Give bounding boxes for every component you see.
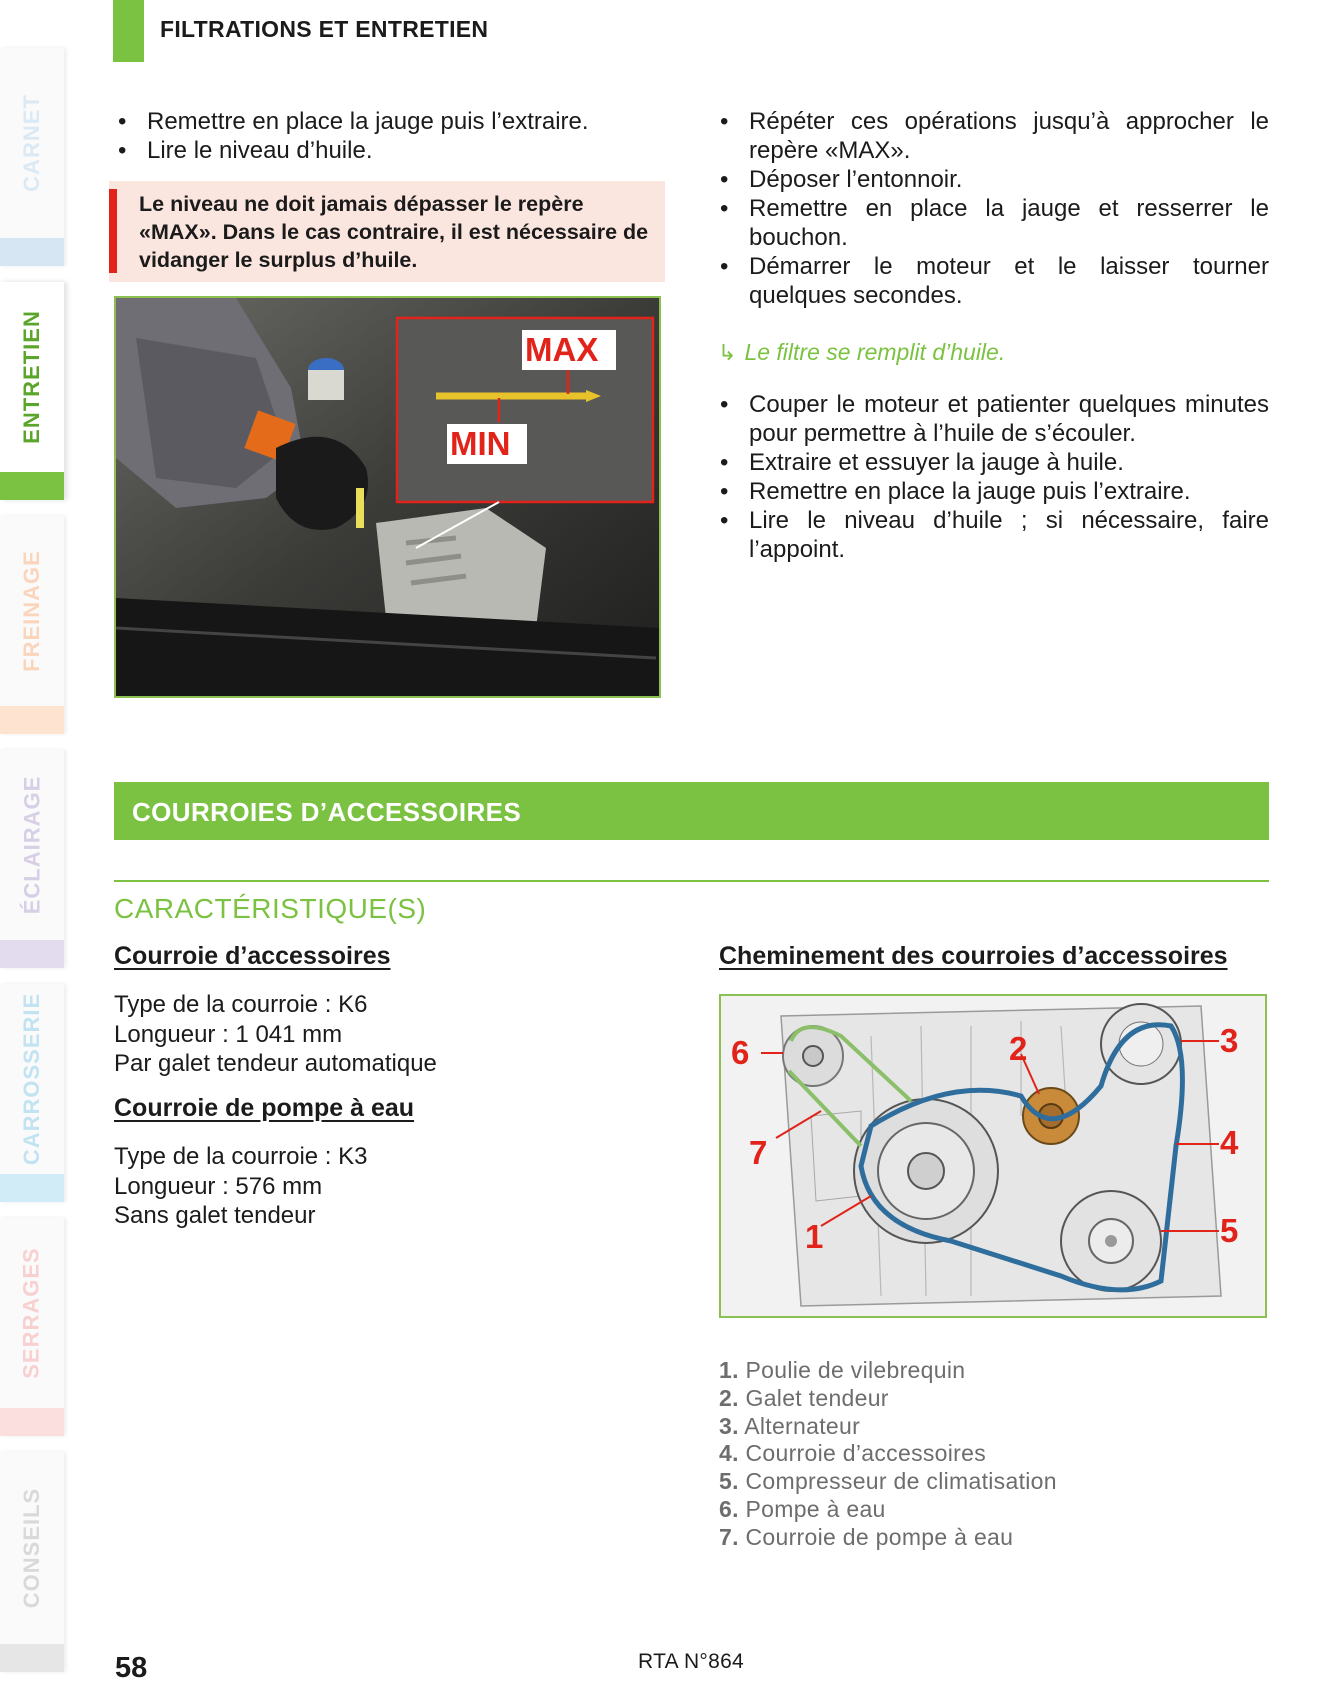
dipstick-photo [114, 296, 661, 698]
legend-text: Compresseur de climatisation [745, 1468, 1057, 1495]
side-tab-carrosserie[interactable] [0, 984, 64, 1202]
spec-line: Type de la courroie : K6 [114, 991, 368, 1018]
result-note-text: Le filtre se remplit d’huile. [744, 339, 1006, 365]
legend-item [719, 1357, 1057, 1385]
side-tab-color-bar [0, 238, 64, 266]
diagram-legend [719, 1357, 1057, 1552]
legend-number: 6. [719, 1495, 739, 1522]
list-item: • Remettre en place la jauge et resserrer le bouchon. [716, 194, 1269, 252]
legend-text: Galet tendeur [745, 1384, 889, 1411]
side-tab-label: SERRAGES [19, 1247, 45, 1379]
section-title: COURROIES D’ACCESSOIRES [132, 797, 522, 827]
side-tab-conseils[interactable] [0, 1452, 64, 1672]
list-item: • Remettre en place la jauge puis l’extraire. [114, 107, 674, 136]
divider [114, 880, 1269, 882]
legend-text: Poulie de vilebrequin [745, 1357, 966, 1383]
legend-item [719, 1496, 1057, 1524]
min-label: MIN [450, 425, 511, 462]
callout-3: 3 [1220, 1022, 1239, 1059]
legend-item [719, 1524, 1057, 1552]
legend-text: Alternateur [744, 1412, 861, 1439]
spec-line: Longueur : 576 mm [114, 1172, 323, 1200]
page-header-title: FILTRATIONS ET ENTRETIEN [160, 16, 489, 42]
warning-text: Le niveau ne doit jamais dépasser le repère «MAX». Dans le cas contraire, il est nécessaire de vidanger le surplus d’huile. [139, 192, 649, 272]
callout-7: 7 [749, 1134, 768, 1171]
side-tab-color-bar [0, 472, 64, 500]
legend-item [719, 1413, 1057, 1441]
belt2-title: Courroie de pompe à eau [114, 1094, 415, 1122]
list-item: • Déposer l’entonnoir. [716, 165, 1269, 194]
warning-accent-bar [109, 189, 117, 273]
legend-text: Courroie de pompe à eau [745, 1523, 1014, 1550]
side-tab-color-bar [0, 940, 64, 968]
side-tab-label: CARROSSERIE [19, 992, 45, 1166]
callout-5: 5 [1220, 1212, 1239, 1249]
list-item: • Lire le niveau d’huile ; si nécessaire, faire l’appoint. [716, 506, 1269, 564]
spec-line: Sans galet tendeur [114, 1202, 316, 1229]
side-tab-label: ENTRETIEN [19, 310, 44, 444]
side-tab-color-bar [0, 1644, 64, 1672]
belt2-specs [114, 1142, 367, 1231]
callout-2: 2 [1009, 1030, 1028, 1067]
belt1-title: Courroie d’accessoires [114, 942, 391, 970]
legend-number: 2. [719, 1384, 739, 1411]
side-tab-freinage[interactable] [0, 516, 64, 734]
belt-routing-diagram [719, 994, 1267, 1318]
side-tab-serrages[interactable] [0, 1218, 64, 1436]
list-item: • Extraire et essuyer la jauge à huile. [716, 448, 1269, 477]
list-item: • Remettre en place la jauge puis l’extraire. [716, 477, 1269, 506]
right-bullet-list [716, 107, 1269, 310]
max-label: MAX [525, 331, 599, 368]
belt-diagram-drawing [721, 996, 1265, 1316]
side-tab-entretien[interactable] [0, 282, 64, 500]
legend-number: 1. [719, 1357, 739, 1383]
legend-item [719, 1468, 1057, 1496]
side-tab-eclairage[interactable] [0, 750, 64, 968]
legend-text: Courroie d’accessoires [745, 1440, 987, 1467]
side-tab-label: CARNET [19, 94, 45, 192]
list-item: • Couper le moteur et patienter quelques minutes pour permettre à l’huile de s’écouler. [716, 390, 1269, 448]
side-tab-color-bar [0, 1408, 64, 1436]
side-tab-label: CONSEILS [19, 1487, 44, 1609]
spec-line: Par galet tendeur automatique [114, 1050, 437, 1077]
result-note [718, 339, 1005, 366]
left-bullet-list [114, 107, 674, 165]
publication-reference: RTA N°864 [638, 1650, 745, 1673]
side-tab-carnet[interactable] [0, 48, 64, 266]
legend-number: 5. [719, 1468, 739, 1495]
list-item: • Lire le niveau d’huile. [114, 136, 674, 165]
spec-line: Longueur : 1 041 mm [114, 1020, 343, 1048]
right-bullet-list-2 [716, 390, 1269, 564]
legend-number: 3. [719, 1412, 739, 1439]
header-accent-bar [113, 0, 144, 62]
section-header [114, 782, 1269, 840]
callout-1: 1 [805, 1218, 824, 1255]
list-item: • Répéter ces opérations jusqu’à approcher le repère «MAX». [716, 107, 1269, 165]
spec-line: Type de la courroie : K3 [114, 1143, 368, 1170]
list-item: • Démarrer le moteur et le laisser tourner quelques secondes. [716, 252, 1269, 310]
side-tab-label: ÉCLAIRAGE [19, 775, 44, 915]
callout-4: 4 [1220, 1124, 1239, 1161]
side-tab-color-bar [0, 1174, 64, 1202]
characteristics-title: CARACTÉRISTIQUE(S) [114, 893, 427, 924]
side-tab-color-bar [0, 706, 64, 734]
legend-number: 7. [719, 1523, 739, 1550]
belt1-specs [114, 990, 437, 1079]
return-arrow-icon: ↳ [718, 340, 737, 365]
warning-box [109, 181, 665, 282]
legend-item [719, 1440, 1057, 1468]
side-tab-label: FREINAGE [19, 550, 44, 672]
legend-number: 4. [719, 1440, 739, 1467]
diagram-title: Cheminement des courroies d’accessoires [719, 942, 1228, 970]
callout-6: 6 [731, 1034, 750, 1071]
page-number: 58 [115, 1652, 148, 1684]
legend-item [719, 1385, 1057, 1413]
legend-text: Pompe à eau [745, 1495, 886, 1522]
